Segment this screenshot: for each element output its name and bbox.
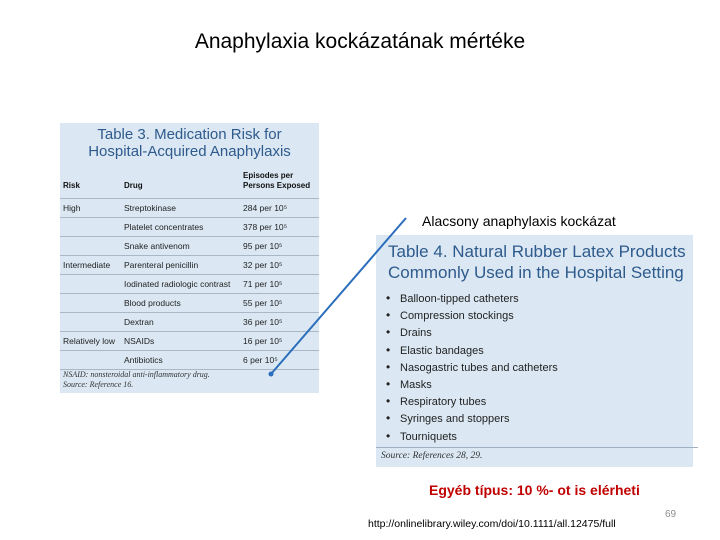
drug-cell: Platelet concentrates	[124, 222, 204, 232]
bullet-icon: •	[386, 376, 391, 391]
list-item-label: Elastic bandages	[400, 344, 484, 357]
drug-cell: Iodinated radiologic contrast	[124, 279, 231, 289]
bullet-icon: •	[386, 308, 391, 323]
episodes-cell: 95 per 10⁵	[243, 241, 283, 251]
list-item-label: Respiratory tubes	[400, 396, 487, 409]
list-item-label: Tourniquets	[400, 430, 457, 443]
table3-header-drug: Drug	[124, 181, 143, 190]
bullet-icon: •	[386, 291, 391, 305]
drug-cell: Parenteral penicillin	[124, 260, 199, 270]
source-url[interactable]: http://onlinelibrary.wiley.com/doi/10.1111/all.12475/full	[368, 518, 616, 530]
slide-title: Anaphylaxia kockázatának mértéke	[194, 30, 526, 53]
drug-cell: Antibiotics	[124, 355, 163, 365]
bullet-icon: •	[386, 342, 391, 357]
connector-dot	[269, 372, 274, 377]
list-item-label: Syringes and stoppers	[400, 413, 510, 426]
episodes-cell: 378 per 10⁵	[243, 222, 288, 232]
episodes-cell: 71 per 10⁵	[243, 279, 283, 289]
risk-cell: Intermediate	[63, 260, 111, 270]
table3-title-line2: Hospital-Acquired Anaphylaxis	[88, 143, 291, 160]
table3-header-episodes-line1: Episodes per	[243, 171, 294, 180]
risk-cell: High	[63, 203, 81, 213]
drug-cell: Blood products	[124, 298, 181, 308]
list-item-label: Masks	[400, 378, 432, 391]
table4-source: Source: References 28, 29.	[376, 447, 698, 461]
list-item-label: Compression stockings	[400, 310, 514, 323]
bullet-icon: •	[386, 411, 391, 426]
table3-header-risk: Risk	[63, 181, 80, 190]
episodes-cell: 32 per 10⁵	[243, 260, 283, 270]
table3-header-episodes-line2: Persons Exposed	[243, 181, 311, 190]
bullet-icon: •	[386, 325, 391, 340]
episodes-cell: 36 per 10⁵	[243, 317, 283, 327]
bullet-icon: •	[386, 428, 391, 443]
table3-footnote-line1: NSAID: nonsteroidal anti-inflammatory drug.	[63, 370, 210, 379]
connector-line-segment	[271, 218, 406, 374]
episodes-cell: 284 per 10⁵	[243, 203, 288, 213]
drug-cell: Dextran	[124, 317, 154, 327]
table3-title-line1: Table 3. Medication Risk for	[97, 126, 282, 143]
episodes-cell: 6 per 10⁵	[243, 355, 278, 365]
table4-title-line1: Table 4. Natural Rubber Latex Products	[388, 242, 686, 261]
risk-cell: Relatively low	[63, 336, 115, 346]
list-item-label: Drains	[400, 327, 432, 340]
episodes-cell: 16 per 10⁵	[243, 336, 283, 346]
list-item-label: Balloon-tipped catheters	[400, 293, 519, 305]
low-risk-label: Alacsony anaphylaxis kockázat	[422, 213, 616, 229]
drug-cell: Snake antivenom	[124, 241, 190, 251]
episodes-cell: 55 per 10⁵	[243, 298, 283, 308]
list-item-label: Nasogastric tubes and catheters	[400, 361, 558, 374]
drug-cell: Streptokinase	[124, 203, 176, 213]
table3-footnote-line2: Source: Reference 16.	[63, 380, 134, 389]
table4-title-line2: Commonly Used in the Hospital Setting	[388, 263, 684, 282]
bullet-icon: •	[386, 359, 391, 374]
other-type-note: Egyéb típus: 10 %- ot is elérheti	[429, 482, 640, 498]
bullet-icon: •	[386, 394, 391, 409]
drug-cell: NSAIDs	[124, 336, 155, 346]
page-number: 69	[665, 509, 677, 520]
